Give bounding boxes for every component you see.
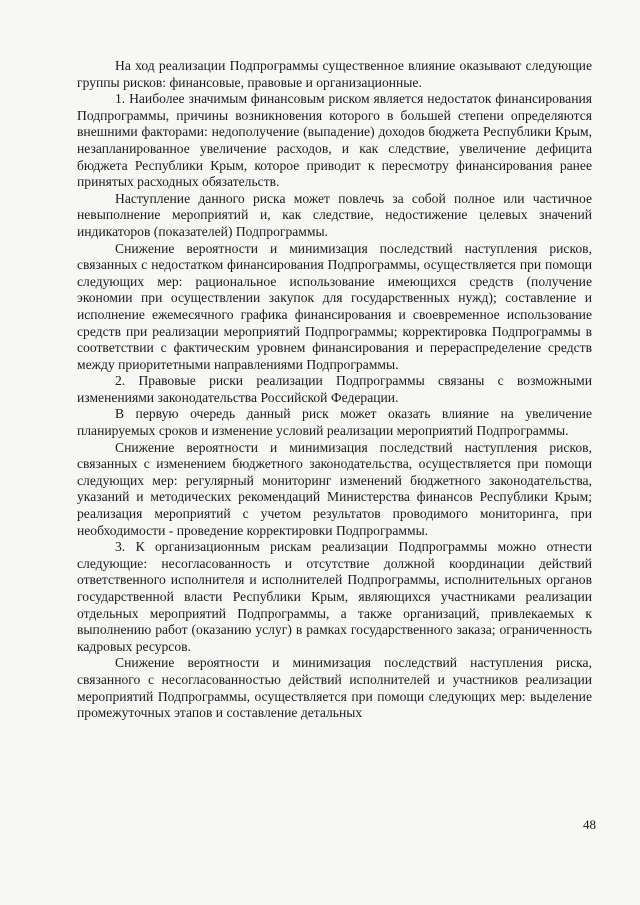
- paragraph-risk-consequence: Наступление данного риска может повлечь за собой полное или частичное невыполнение мероприятий и, как следствие, недостижение целевых значений индикаторов (показателей) Подпрограммы.: [77, 190, 592, 239]
- paragraph-legal-mitigation: Снижение вероятности и минимизация последствий наступления рисков, связанных с изменением бюджетного законодательства, осуществляется при помощи следующих мер: регулярный мониторинг изменений бюджетного законодательства, указаний и методических рекомендаций Министерства финансов Республики Крым; реализация мероприятий с учетом результатов проводимого мониторинга, при необходимости - проведение корректировки Подпрограммы.: [77, 439, 592, 538]
- paragraph-organizational-mitigation: Снижение вероятности и минимизация последствий наступления риска, связанного с несогласованностью действий исполнителей и участников реализации мероприятий Подпрограммы, осуществляется при помощи следующих мер: выделение промежуточных этапов и составление детальных: [77, 655, 592, 721]
- paragraph-legal-risk: 2. Правовые риски реализации Подпрограммы связаны с возможными изменениями законодательства Российской Федерации.: [77, 373, 592, 405]
- paragraph-organizational-risk: 3. К организационным рискам реализации Подпрограммы можно отнести следующие: несогласованность и отсутствие должной координации действий ответственного исполнителя и исполнителей Подпрограммы, исполнительных органов государственной власти Республики Крым, являющихся участниками реализации отдельных мероприятий Подпрограммы, а также организаций, привлекаемых к выполнению работ (оказанию услуг) в рамках государственного заказа; ограниченность кадровых ресурсов.: [77, 539, 592, 654]
- paragraph-financial-mitigation: Снижение вероятности и минимизация последствий наступления рисков, связанных с недостатком финансирования Подпрограммы, осуществляется при помощи следующих мер: рациональное использование имеющихся средств (получение экономии при осуществлении закупок для государственных нужд); составление и исполнение ежемесячного графика финансирования и своевременное использование средств при реализации мероприятий Подпрограммы; корректировка Подпрограммы в соответствии с фактическим уровнем финансирования и перераспределение средств между приоритетными направлениями Подпрограммы.: [77, 240, 592, 372]
- page-number: 48: [583, 817, 596, 832]
- paragraph-legal-impact: В первую очередь данный риск может оказать влияние на увеличение планируемых сроков и изменение условий реализации мероприятий Подпрограммы.: [77, 406, 592, 439]
- paragraph-financial-risk: 1. Наиболее значимым финансовым риском является недостаток финансирования Подпрограммы, причины возникновения которого в большей степени определяются внешними факторами: недополучение (выпадение) доходов бюджета Республики Крым, незапланированное увеличение расходов, и как следствие, увеличение дефицита бюджета Республики Крым, которое приводит к пересмотру финансирования ранее принятых расходных обязательств.: [77, 91, 592, 190]
- paragraph-risk-groups: На ход реализации Подпрограммы существенное влияние оказывают следующие группы рисков: финансовые, правовые и организационные.: [77, 58, 592, 90]
